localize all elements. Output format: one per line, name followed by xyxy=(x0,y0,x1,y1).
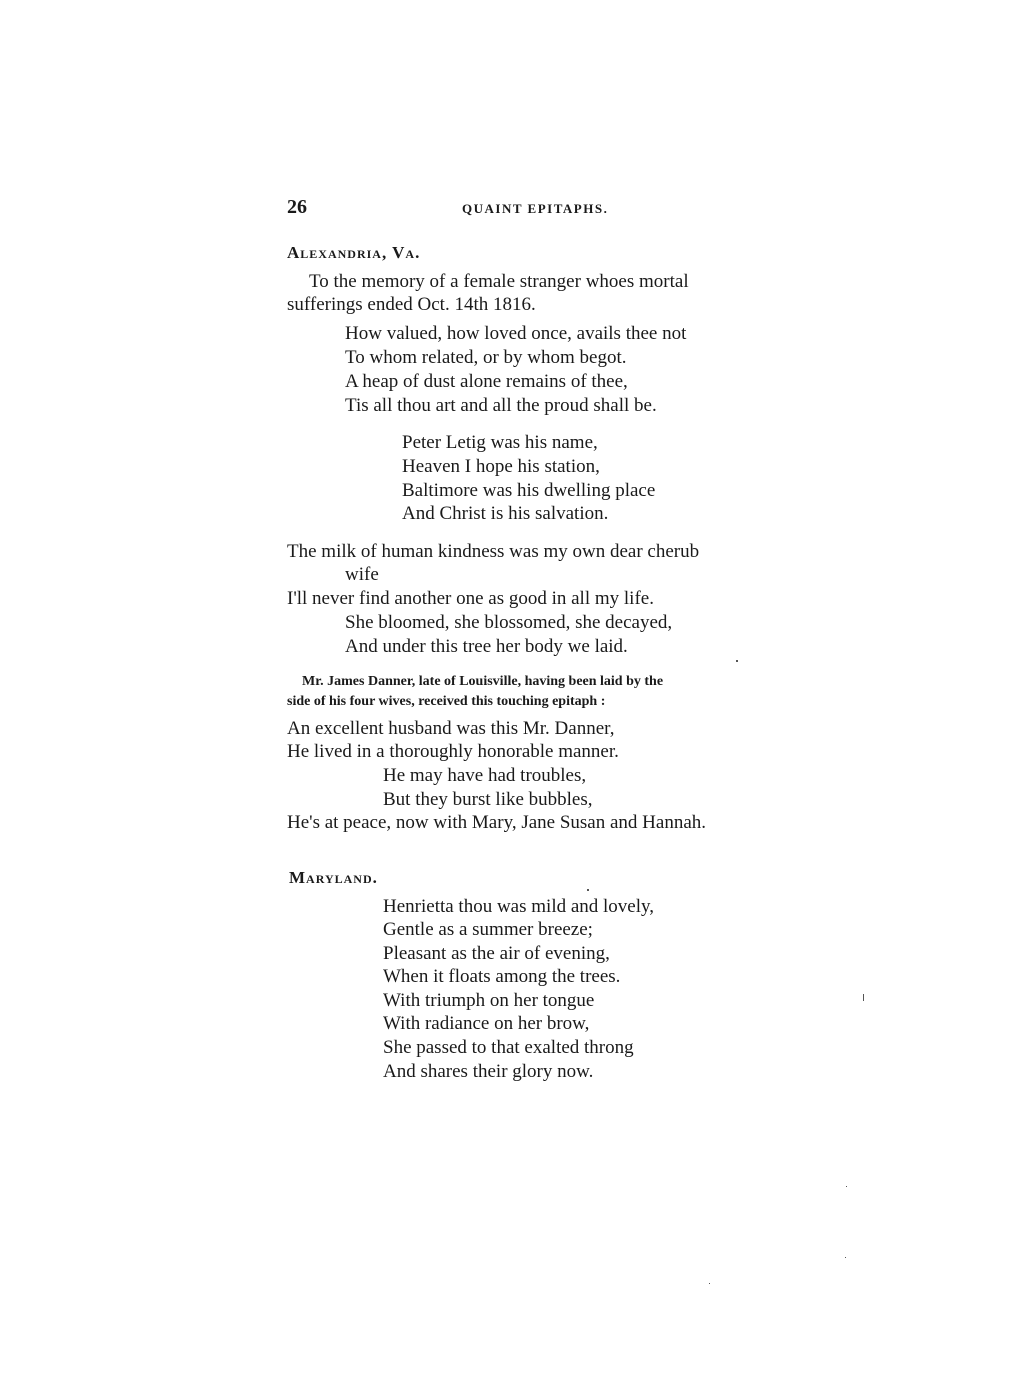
maryland-verse-line: She passed to that exalted throng xyxy=(383,1037,634,1058)
alexandria-verse-line: How valued, how loved once, avails thee not xyxy=(345,323,687,344)
cherub-line: The milk of human kindness was my own dear cherub xyxy=(287,541,700,562)
baltimore-verse-line: Heaven I hope his station, xyxy=(402,456,600,477)
alexandria-intro-line: sufferings ended Oct. 14th 1816. xyxy=(287,294,536,315)
maryland-verse-line: Pleasant as the air of evening, xyxy=(383,943,610,964)
alexandria-verse-line: To whom related, or by whom begot. xyxy=(345,347,627,368)
danner-intro-line: side of his four wives, received this touching epitaph : xyxy=(287,694,606,709)
maryland-verse-line: And shares their glory now. xyxy=(383,1061,594,1082)
danner-verse-line: An excellent husband was this Mr. Danner, xyxy=(287,718,615,739)
running-title: QUAINT EPITAPHS. xyxy=(462,201,609,216)
danner-verse-line: He's at peace, now with Mary, Jane Susan and Hannah. xyxy=(287,812,707,833)
baltimore-verse-line: And Christ is his salvation. xyxy=(402,503,609,524)
baltimore-verse-line: Baltimore was his dwelling place xyxy=(402,480,656,501)
scan-speck xyxy=(736,660,738,662)
section-heading-alexandria: Alexandria, Va. xyxy=(287,243,421,262)
maryland-verse-line: With radiance on her brow, xyxy=(383,1013,590,1034)
danner-verse-line: But they burst like bubbles, xyxy=(383,789,593,810)
alexandria-verse-line: Tis all thou art and all the proud shall be. xyxy=(345,395,657,416)
alexandria-intro-line: To the memory of a female stranger whoes mortal xyxy=(309,271,689,292)
maryland-verse-line: When it floats among the trees. xyxy=(383,966,621,987)
cherub-line: wife xyxy=(345,564,379,585)
scan-speck xyxy=(845,1257,846,1258)
maryland-verse-line: With triumph on her tongue xyxy=(383,990,595,1011)
scan-speck xyxy=(863,994,864,1001)
scan-speck xyxy=(587,889,589,891)
maryland-verse-line: Gentle as a summer breeze; xyxy=(383,919,593,940)
scan-speck xyxy=(846,1186,847,1187)
alexandria-verse-line: A heap of dust alone remains of thee, xyxy=(345,371,628,392)
scan-speck xyxy=(709,1283,710,1284)
maryland-verse-line: Henrietta thou was mild and lovely, xyxy=(383,896,655,917)
danner-intro-line: Mr. James Danner, late of Louisville, having been laid by the xyxy=(302,674,664,689)
danner-verse-line: He lived in a thoroughly honorable manner. xyxy=(287,741,619,762)
page-number: 26 xyxy=(287,196,307,218)
cherub-line: And under this tree her body we laid. xyxy=(345,636,628,657)
section-heading-maryland: Maryland. xyxy=(289,868,378,887)
cherub-line: I'll never find another one as good in all my life. xyxy=(287,588,654,609)
danner-verse-line: He may have had troubles, xyxy=(383,765,587,786)
baltimore-verse-line: Peter Letig was his name, xyxy=(402,432,598,453)
cherub-line: She bloomed, she blossomed, she decayed, xyxy=(345,612,673,633)
